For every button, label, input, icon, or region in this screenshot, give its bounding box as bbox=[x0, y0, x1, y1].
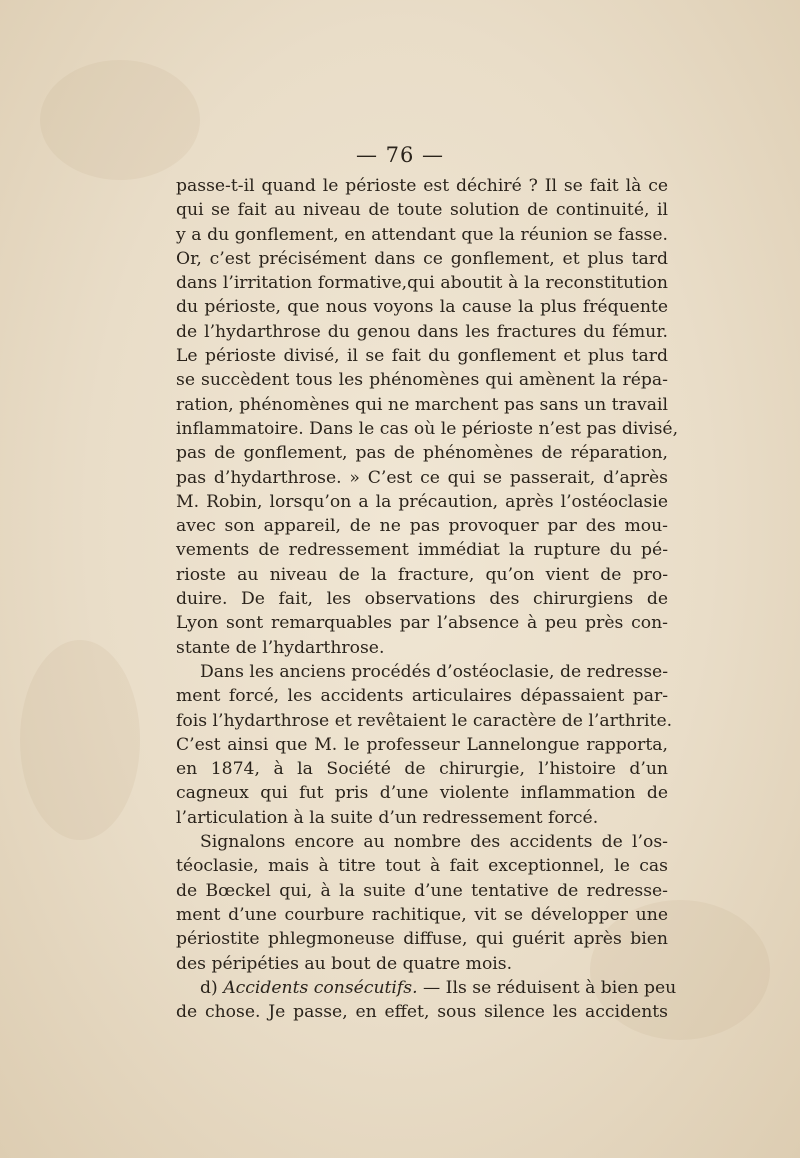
text-line: qui se fait au niveau de toute solution de continuité, il bbox=[176, 200, 668, 221]
text-line: dans l’irritation formative,qui aboutit à la reconstitution bbox=[176, 273, 668, 294]
text-line: passe-t-il quand le périoste est déchiré ? Il se fait là ce bbox=[176, 176, 668, 196]
text-line: rioste au niveau de la fracture, qu’on vient de pro- bbox=[176, 564, 668, 585]
text-line: M. Robin, lorsqu’on a la précaution, après l’ostéoclasie bbox=[176, 491, 668, 512]
text-line: ment forcé, les accidents articulaires dépassaient par- bbox=[176, 686, 668, 707]
text-line: téoclasie, mais à titre tout à fait exceptionnel, le cas bbox=[176, 856, 668, 877]
text-line: Lyon sont remarquables par l’absence à peu près con- bbox=[176, 613, 668, 634]
text-line: pas d’hydarthrose. » C’est ce qui se passerait, d’après bbox=[176, 467, 668, 488]
text-line: se succèdent tous les phénomènes qui amènent la répa- bbox=[176, 370, 668, 391]
text-line: de chose. Je passe, en effet, sous silence les accidents bbox=[176, 1002, 668, 1023]
paper-stain bbox=[20, 640, 140, 840]
section-marker: d) bbox=[200, 977, 218, 998]
text-line: Le périoste divisé, il se fait du gonflement et plus tard bbox=[176, 346, 668, 367]
page-number: — 76 — bbox=[355, 143, 445, 167]
text-line: du périoste, que nous voyons la cause la plus fréquente bbox=[176, 297, 668, 318]
section-heading: Accidents consécutifs. bbox=[223, 977, 418, 998]
text-line: pas de gonflement, pas de phénomènes de réparation, bbox=[176, 443, 668, 464]
text-line: vements de redressement immédiat la rupture du pé- bbox=[176, 540, 668, 561]
text-line: fois l’hydarthrose et revêtaient le caractère de l’arthrite. bbox=[176, 710, 673, 731]
text-line: périostite phlegmoneuse diffuse, qui guérit après bien bbox=[176, 929, 668, 950]
text-line: avec son appareil, de ne pas provoquer par des mou- bbox=[176, 516, 668, 537]
text-line: y a du gonflement, en attendant que la réunion se fasse. bbox=[176, 224, 668, 245]
text-line: des péripéties au bout de quatre mois. bbox=[176, 953, 513, 974]
text-line: en 1874, à la Société de chirurgie, l’histoire d’un bbox=[176, 759, 668, 780]
text-line: stante de l’hydarthrose. bbox=[176, 637, 385, 658]
text-line: Signalons encore au nombre des accidents de l’os- bbox=[200, 832, 668, 853]
text-line: inflammatoire. Dans le cas où le périoste n’est pas divisé, bbox=[176, 418, 679, 439]
text-line: Dans les anciens procédés d’ostéoclasie, de redresse- bbox=[200, 661, 668, 682]
section-heading-line bbox=[176, 976, 677, 1000]
text-line: cagneux qui fut pris d’une violente inflammation de bbox=[176, 783, 668, 804]
text-line: C’est ainsi que M. le professeur Lannelongue rapporta, bbox=[176, 734, 668, 755]
text-line: duire. De fait, les observations des chirurgiens de bbox=[176, 589, 668, 610]
text-line: Or, c’est précisément dans ce gonflement, et plus tard bbox=[176, 248, 668, 269]
text-line: de Bœckel qui, à la suite d’une tentative de redresse- bbox=[176, 880, 668, 901]
text-line: de l’hydarthrose du genou dans les fractures du fémur. bbox=[176, 321, 668, 342]
text-line: ration, phénomènes qui ne marchent pas sans un travail bbox=[176, 394, 668, 415]
body-text bbox=[176, 174, 679, 1024]
text-line: l’articulation à la suite d’un redressement forcé. bbox=[176, 807, 599, 828]
text-line: ment d’une courbure rachitique, vit se développer une bbox=[176, 904, 668, 925]
section-heading-rest: — Ils se réduisent à bien peu bbox=[423, 977, 677, 998]
